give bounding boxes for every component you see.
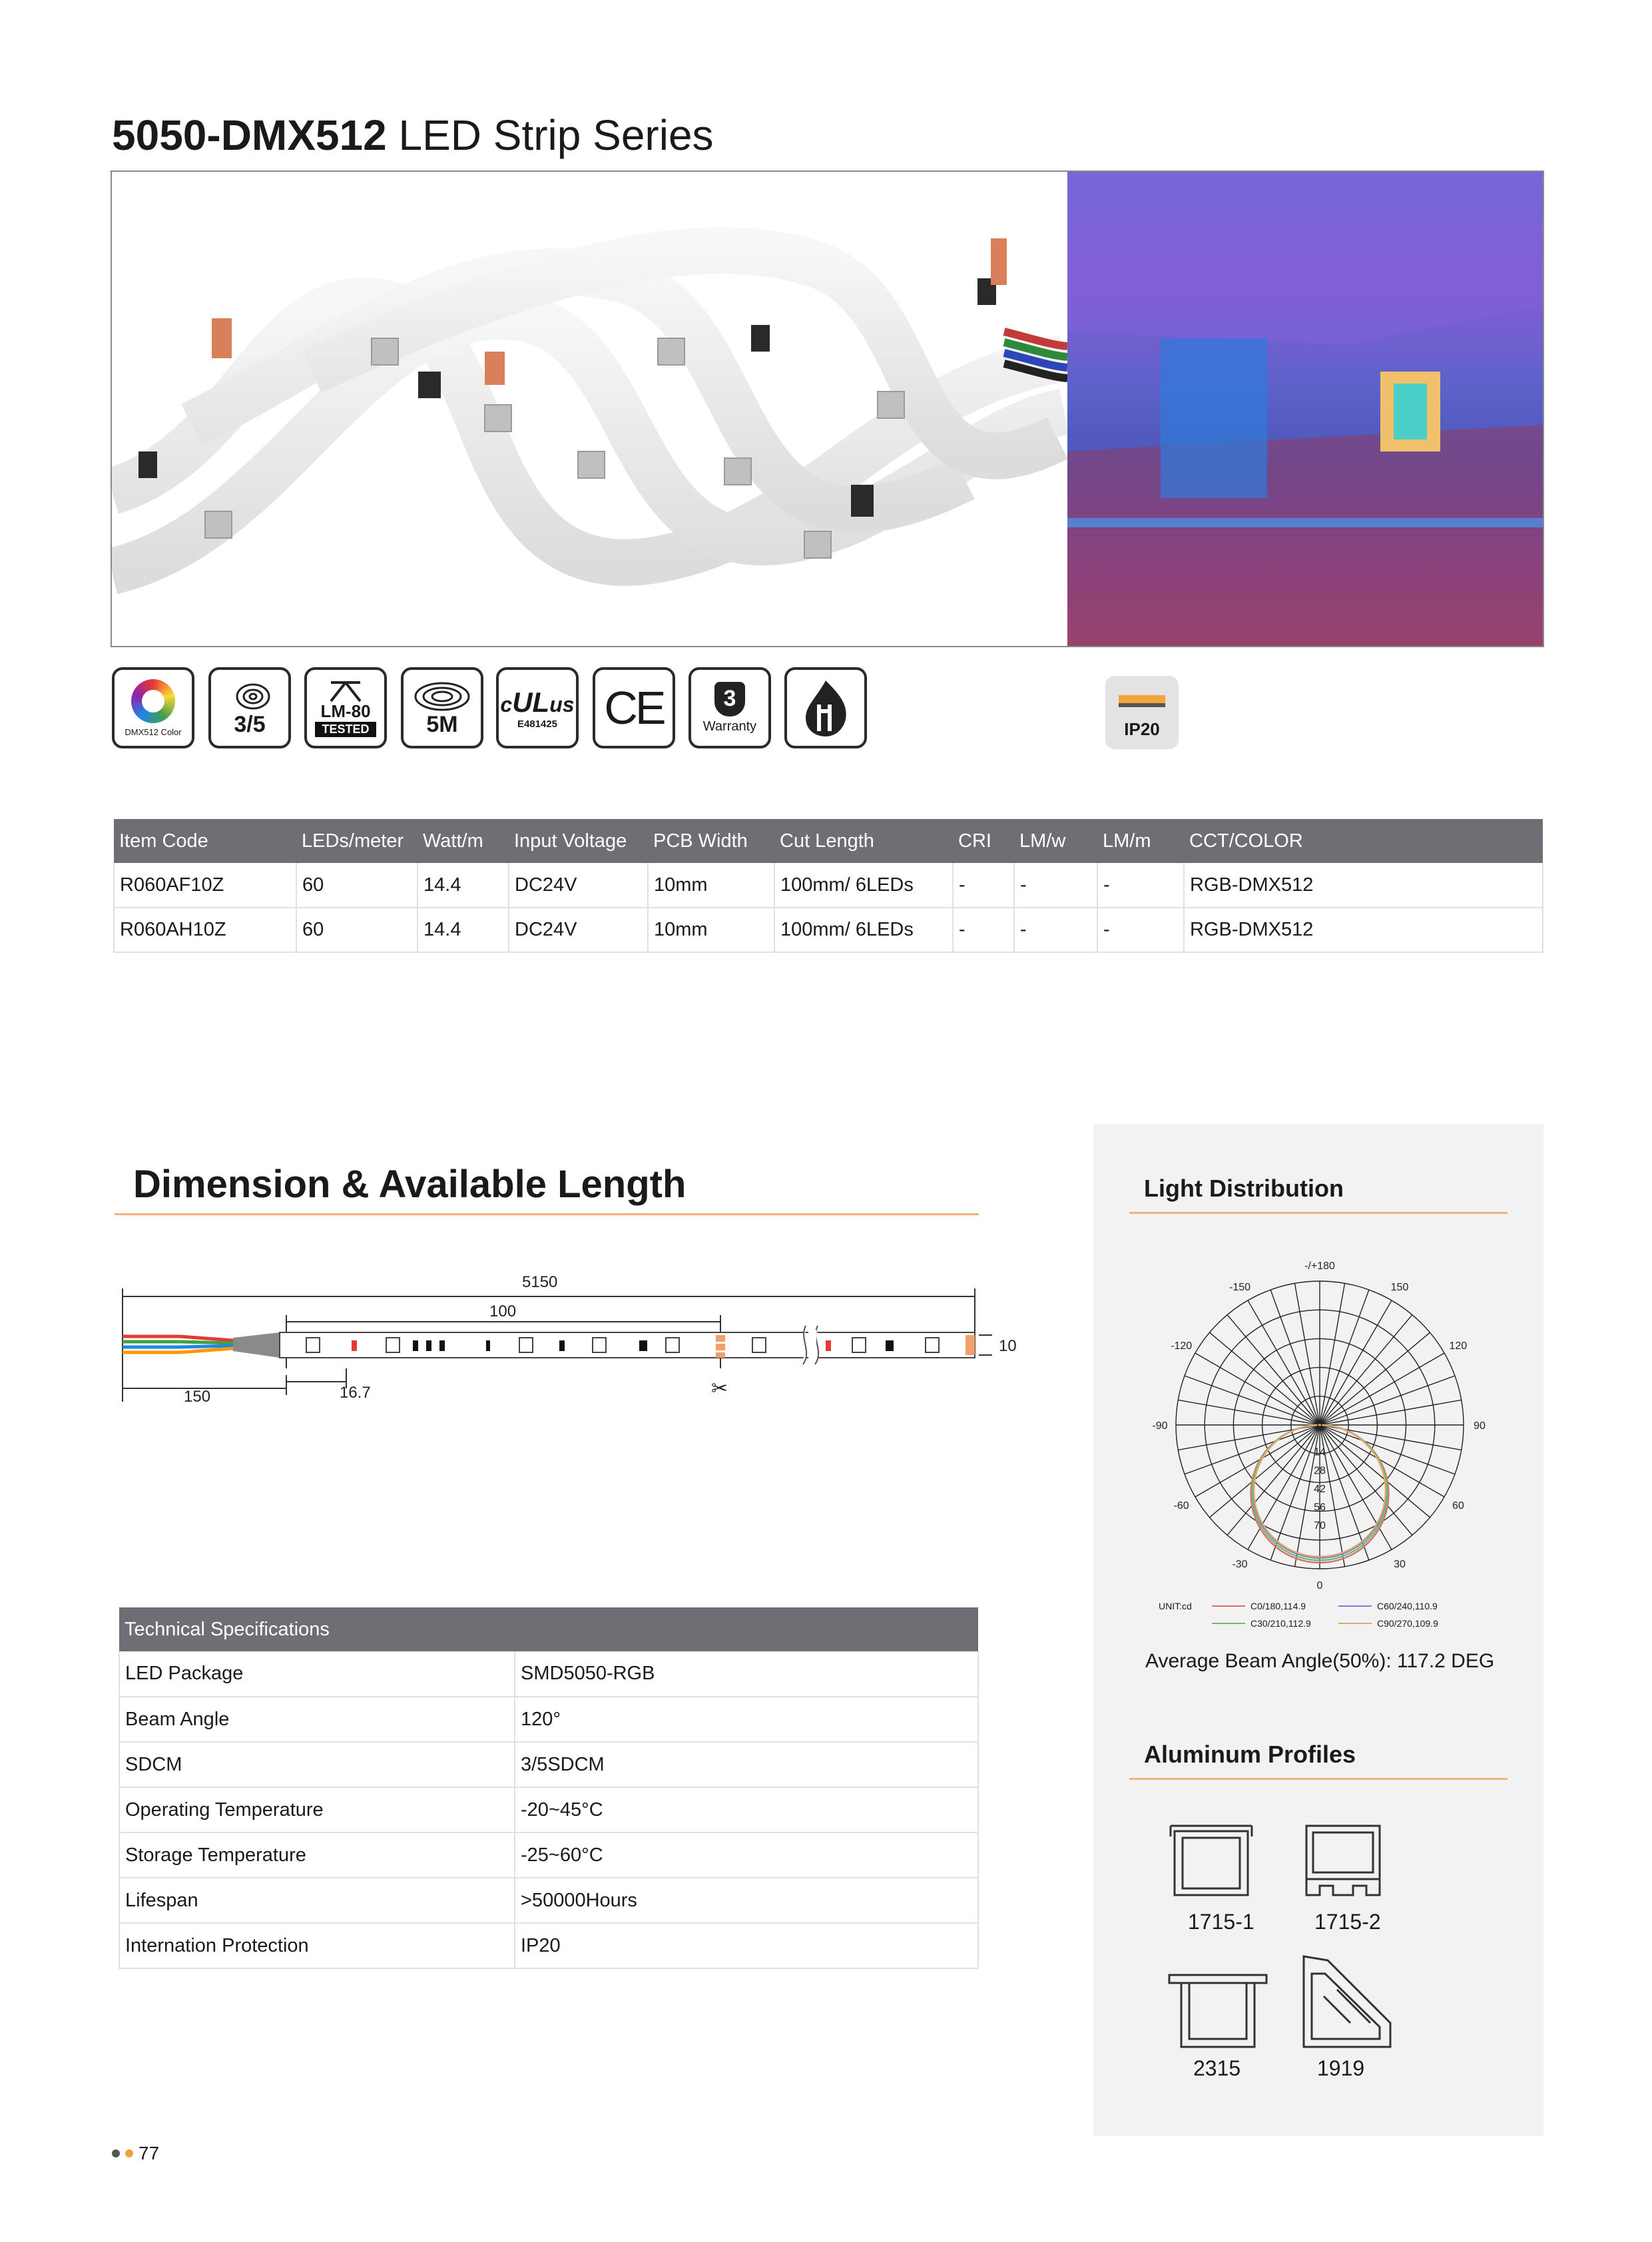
spec-value: 3/5SDCM [515,1742,978,1787]
cell: 60 [296,908,417,952]
polar-angle-label: -60 [1173,1500,1189,1512]
product-table-header [114,819,1543,863]
polar-radial-label: 0 [1316,1422,1323,1433]
cell: - [1097,908,1184,952]
polar-angle-label: -/+180 [1304,1261,1335,1272]
cell: DC24V [509,908,648,952]
sdcm-icon: 3/5 [208,667,291,748]
ce-icon: CE [593,667,675,748]
col-lm-m: LM/m [1097,819,1184,863]
page-title [112,112,714,158]
polar-angle-label: 90 [1474,1420,1486,1432]
col-input-voltage: Input Voltage [509,819,648,863]
col-item-code: Item Code [114,819,296,863]
flame-retardant-icon [784,667,867,748]
cell: R060AF10Z [114,863,296,908]
light-distribution-rule [1129,1212,1508,1214]
cell: - [953,863,1014,908]
legend-unit: UNIT:cd [1159,1601,1192,1611]
spec-table [119,1607,979,1969]
dim-total-label: 5150 [522,1273,558,1291]
legend-item: C90/270,109.9 [1338,1618,1438,1629]
cell: - [953,908,1014,952]
spec-key: Storage Temperature [119,1832,515,1878]
dimension-title-rule [115,1213,979,1215]
dim-pitch-label: 16.7 [340,1384,371,1402]
polar-diagram [1113,1248,1526,1641]
legend-item: C0/180,114.9 [1212,1601,1306,1611]
lm80-icon: LM-80 TESTED [304,667,387,748]
cell: - [1097,863,1184,908]
cell: 14.4 [417,863,509,908]
dimension-title: Dimension & Available Length [133,1163,687,1206]
legend-item: C30/210,112.9 [1212,1618,1311,1629]
interior-scene-photo [1067,172,1544,646]
page-footer [112,2143,159,2164]
product-table [113,819,1543,953]
side-panel [1093,1124,1543,2136]
profile-label: 1715-1 [1188,1910,1254,1934]
spec-header: Technical Specifications [119,1607,978,1651]
polar-angle-label: 120 [1449,1340,1468,1352]
dim-width-label: 10 [999,1337,1017,1355]
cell: 10mm [648,863,774,908]
dmx512-color-icon: DMX512 Color [112,667,194,748]
legend-item: C60/240,110.9 [1338,1601,1438,1611]
spec-value: SMD5050-RGB [515,1651,978,1697]
profile-1919-icon [1297,1950,1397,2056]
cell: 14.4 [417,908,509,952]
led-strip-photo [112,172,1067,646]
profile-2315-icon [1168,1967,1268,2054]
cell: 10mm [648,908,774,952]
reel-length-icon: 5M [401,667,483,748]
spec-key: Internation Protection [119,1923,515,1968]
table-row [114,863,1543,908]
spec-value: >50000Hours [515,1878,978,1923]
cell: RGB-DMX512 [1184,908,1543,952]
cell: - [1014,908,1097,952]
table-row [119,1787,978,1832]
polar-angle-label: 0 [1316,1580,1323,1591]
cell: 60 [296,863,417,908]
cell: - [1014,863,1097,908]
page-number: 77 [138,2143,160,2163]
cell: 100mm/ 6LEDs [774,863,953,908]
footer-dot [112,2149,120,2157]
spec-key: LED Package [119,1651,515,1697]
table-row [119,1878,978,1923]
scissors-icon: ✂ [711,1378,728,1400]
polar-angle-label: 30 [1394,1558,1406,1570]
spec-key: Lifespan [119,1878,515,1923]
col-watt: Watt/m [417,819,509,863]
footer-dot [125,2149,133,2157]
table-row [119,1742,978,1787]
table-row [119,1923,978,1968]
aluminum-profiles-rule [1129,1778,1508,1780]
dim-segment-label: 100 [489,1302,517,1320]
polar-angle-label: -150 [1229,1282,1251,1294]
table-row [119,1697,978,1742]
table-row [119,1651,978,1697]
spec-key: Beam Angle [119,1697,515,1742]
warranty-icon: 3 Warranty [688,667,771,748]
polar-radial-label: 14 [1314,1446,1326,1458]
table-row [114,908,1543,952]
polar-radial-label: 42 [1314,1483,1326,1495]
profile-label: 1715-2 [1314,1910,1381,1934]
spec-key: Operating Temperature [119,1787,515,1832]
col-pcb-width: PCB Width [648,819,774,863]
profile-1715-2-icon [1300,1822,1386,1902]
spec-value: -25~60°C [515,1832,978,1878]
polar-angle-label: 60 [1452,1500,1464,1512]
cell: RGB-DMX512 [1184,863,1543,908]
spec-table-header [119,1607,978,1651]
ip20-icon: IP20 [1105,676,1179,749]
aluminum-profiles-title: Aluminum Profiles [1144,1741,1356,1768]
title-model: 5050-DMX512 [112,111,387,159]
col-cct-color: CCT/COLOR [1184,819,1543,863]
dimension-drawing [113,1268,1045,1425]
cul-us-icon: cULus E481425 [496,667,579,748]
cell: R060AH10Z [114,908,296,952]
col-leds-meter: LEDs/meter [296,819,417,863]
cell: DC24V [509,863,648,908]
polar-radial-label: 28 [1314,1465,1326,1477]
profile-1715-1-icon [1168,1822,1254,1902]
spec-key: SDCM [119,1742,515,1787]
col-lm-w: LM/w [1014,819,1097,863]
dim-lead-label: 150 [184,1388,211,1406]
spec-value: 120° [515,1697,978,1742]
polar-angle-label: -30 [1232,1558,1248,1570]
polar-angle-label: -90 [1152,1420,1168,1432]
spec-value: IP20 [515,1923,978,1968]
hero-images [111,170,1544,647]
table-row [119,1832,978,1878]
cell: 100mm/ 6LEDs [774,908,953,952]
col-cut-length: Cut Length [774,819,953,863]
spec-value: -20~45°C [515,1787,978,1832]
col-cri: CRI [953,819,1014,863]
title-series: LED Strip Series [398,111,714,159]
profile-label: 1919 [1317,2056,1365,2080]
polar-radial-label: 70 [1314,1520,1326,1532]
profile-label: 2315 [1193,2056,1241,2080]
polar-radial-label: 56 [1314,1502,1326,1514]
beam-angle-text: Average Beam Angle(50%): 117.2 DEG [1145,1650,1495,1672]
polar-angle-label: -120 [1171,1340,1193,1352]
light-distribution-title: Light Distribution [1144,1175,1344,1202]
polar-angle-label: 150 [1390,1282,1409,1294]
